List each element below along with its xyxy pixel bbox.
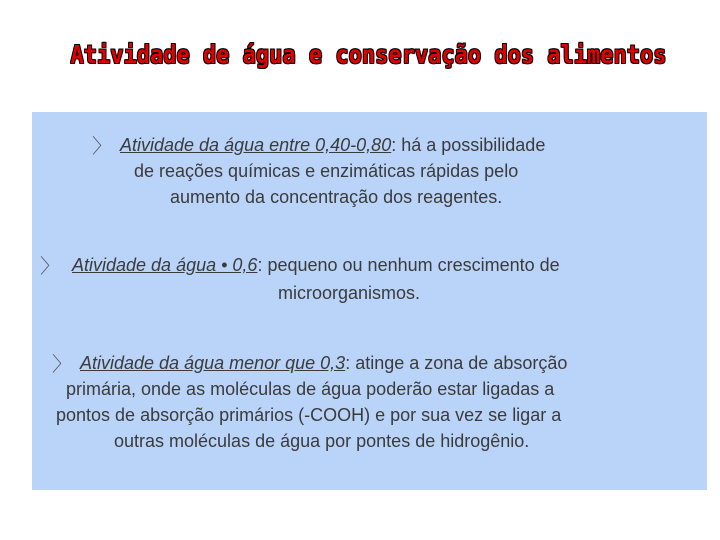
content-panel <box>32 112 707 490</box>
point-2-term: Atividade da água • 0,6 <box>72 255 258 275</box>
point-3 <box>80 350 567 376</box>
slide-title: Atividade de água e conservação dos alimentos <box>70 40 667 69</box>
point-2-line-1 <box>72 252 560 278</box>
point-2-line1-rest: : pequeno ou nenhum crescimento de <box>257 255 560 275</box>
bullet-icon: 〉 <box>52 352 72 376</box>
point-1-line1-rest: : há a possibilidade <box>391 135 546 155</box>
point-2 <box>72 252 560 278</box>
point-1 <box>120 132 545 158</box>
point-1-line-3: aumento da concentração dos reagentes. <box>170 187 503 207</box>
point-3-line-2: primária, onde as moléculas de água poderão estar ligadas a <box>66 379 555 399</box>
point-3-line-1 <box>80 350 567 376</box>
bullet-icon: 〉 <box>92 134 112 158</box>
point-3-line-4: outras moléculas de água por pontes de hidrogênio. <box>114 431 530 451</box>
point-1-line-2: de reações químicas e enzimáticas rápidas pelo <box>134 161 519 181</box>
point-2-line-2: microorganismos. <box>278 283 421 303</box>
point-1-line-1 <box>120 132 545 158</box>
point-3-line-3: pontos de absorção primários (-COOH) e por sua vez se ligar a <box>56 405 562 425</box>
point-3-line1-rest: : atinge a zona de absorção <box>345 353 568 373</box>
point-1-term: Atividade da água entre 0,40-0,80 <box>120 135 392 155</box>
point-3-term: Atividade da água menor que 0,3 <box>80 353 346 373</box>
bullet-icon: 〉 <box>40 254 60 278</box>
